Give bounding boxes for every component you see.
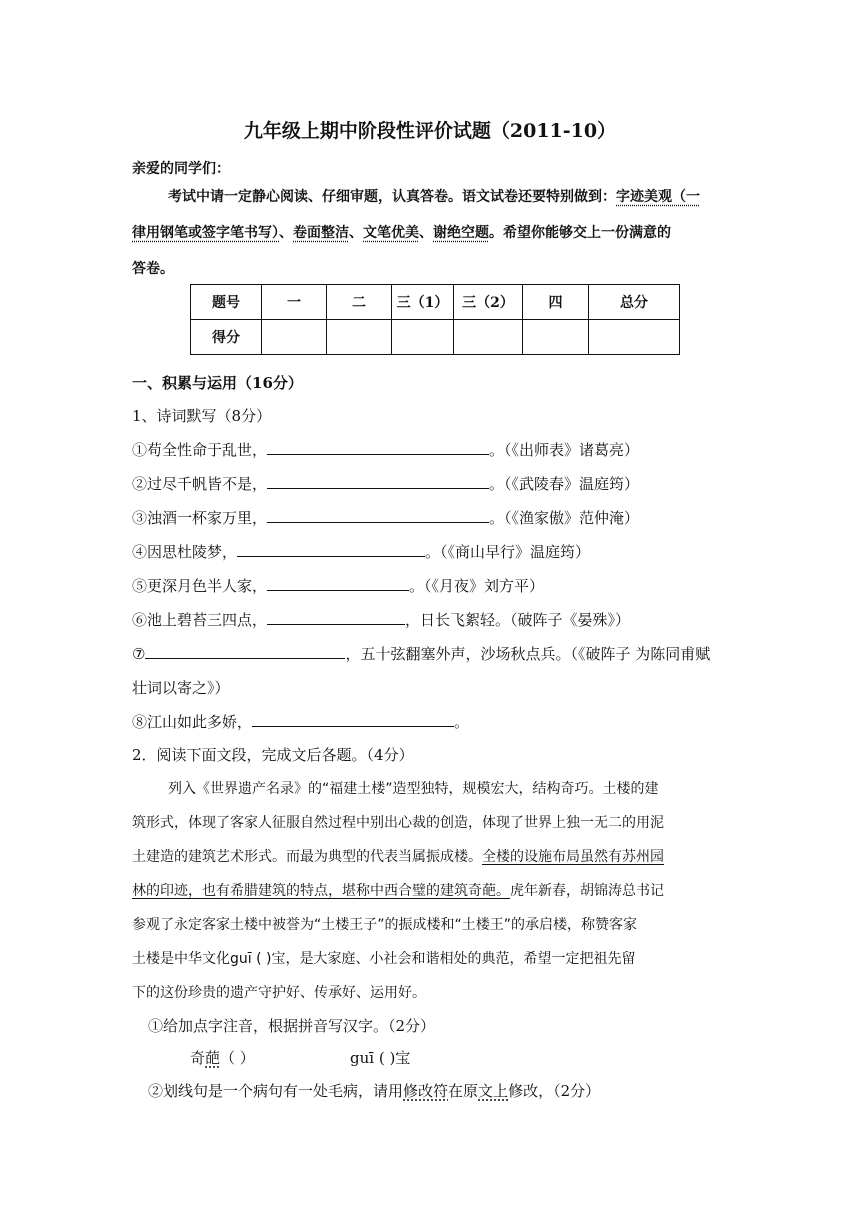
poem-prompt: ⑧江山如此多娇， — [132, 713, 253, 731]
poem-line-3 — [132, 507, 639, 528]
char: 奇 — [190, 1049, 206, 1067]
poem-line-6 — [132, 609, 630, 630]
poem-prompt: ④因思杜陵梦， — [132, 543, 238, 561]
score-table-header-row — [191, 285, 680, 320]
passage-line: 筑形式，体现了客家人征服自然过程中别出心裁的创造，体现了世界上独一无二的用泥 — [132, 815, 664, 831]
score-cell[interactable] — [454, 320, 523, 355]
poem-source: 。（《武陵春》温庭筠） — [489, 475, 640, 493]
poem-prompt: ⑦ — [132, 645, 146, 663]
poem-prompt: ⑤更深月色半人家， — [132, 577, 268, 595]
score-cell[interactable] — [327, 320, 392, 355]
answer-blank[interactable] — [267, 508, 489, 523]
page-title: 九年级上期中阶段性评价试题（2011-10） — [243, 120, 617, 142]
poem-line-7 — [132, 643, 710, 664]
poem-prompt: ②过尽千帆皆不是， — [132, 475, 268, 493]
intro-text: 、 — [279, 225, 293, 241]
text: 修改，（2分） — [508, 1082, 601, 1100]
intro-text: 、 — [349, 225, 363, 241]
answer-blank[interactable] — [237, 542, 425, 557]
answer-blank[interactable] — [145, 644, 345, 659]
intro-line-3: 答卷。 — [132, 261, 174, 277]
answer-paren[interactable]: （ ） — [220, 1049, 255, 1067]
answer-blank[interactable] — [267, 610, 405, 625]
pinyin-item-a — [190, 1047, 255, 1068]
text: 在原 — [448, 1082, 479, 1100]
dotted-text: 文上 — [478, 1082, 509, 1100]
intro-emphasis: 文笔优美 — [363, 225, 419, 241]
poem-line-1 — [132, 439, 639, 460]
answer-blank[interactable] — [252, 712, 454, 727]
poem-line-5 — [132, 575, 544, 596]
score-header-cell: 题号 — [191, 285, 262, 320]
poem-line-2 — [132, 473, 639, 494]
score-cell[interactable] — [262, 320, 327, 355]
section-1-heading: 一、积累与运用（16分） — [132, 374, 303, 392]
answer-blank[interactable] — [267, 440, 489, 455]
pinyin-item-b: guī ( )宝 — [350, 1049, 411, 1067]
greeting: 亲爱的同学们： — [132, 161, 230, 177]
poem-prompt: ⑥池上碧苔三四点， — [132, 611, 268, 629]
underlined-sentence: 全楼的设施布局虽然有苏州园 — [482, 849, 664, 865]
score-header-cell: 三（2） — [454, 285, 523, 320]
score-header-cell: 二 — [327, 285, 392, 320]
passage-line: 土楼是中华文化guī ( )宝，是大家庭、小社会和谐相处的典范，希望一定把祖先留 — [132, 951, 636, 967]
answer-blank[interactable] — [267, 474, 489, 489]
intro-emphasis: 律用钢笔或签字笔书写） — [132, 225, 279, 241]
dotted-char: 葩 — [205, 1049, 221, 1067]
poem-source: 。 — [454, 713, 470, 731]
poem-prompt: ①苟全性命于乱世， — [132, 441, 268, 459]
passage-text: 虎年新春，胡锦涛总书记 — [510, 883, 664, 899]
poem-source: ，五十弦翻塞外声，沙场秋点兵。（《破阵子 为陈同甫赋 — [345, 645, 711, 663]
intro-line-1 — [168, 186, 700, 206]
poem-line-8 — [132, 711, 469, 732]
intro-line-2 — [132, 222, 671, 242]
intro-text: 。希望你能够交上一份满意的 — [489, 225, 671, 241]
score-header-cell: 总分 — [589, 285, 680, 320]
sub-question-2 — [148, 1080, 600, 1101]
intro-emphasis: 字迹美观（一 — [616, 189, 700, 205]
intro-emphasis: 卷面整洁 — [293, 225, 349, 241]
passage-line — [132, 880, 664, 900]
question-1-heading: 1、诗词默写（8分） — [132, 407, 272, 425]
poem-source: ，日长飞絮轻。（破阵子《晏殊》） — [405, 611, 631, 629]
score-table-score-row — [191, 320, 680, 355]
score-row-label: 得分 — [191, 320, 262, 355]
passage-line: 参观了永定客家土楼中被誉为“土楼王子”的振成楼和“土楼王”的承启楼，称赞客家 — [132, 917, 638, 933]
score-header-cell: 四 — [523, 285, 589, 320]
poem-source: 。（《渔家傲》范仲淹） — [489, 509, 640, 527]
passage-line — [132, 846, 664, 866]
poem-source: 。（《出师表》诸葛亮） — [489, 441, 640, 459]
passage-text: 土建造的建筑艺术形式。而最为典型的代表当属振成楼。 — [132, 849, 482, 865]
poem-source: 。（《商山早行》温庭筠） — [425, 543, 591, 561]
score-cell[interactable] — [392, 320, 454, 355]
question-2-heading: 2．阅读下面文段，完成文后各题。（4分） — [132, 746, 414, 764]
passage-line: 下的这份珍贵的遗产守护好、传承好、运用好。 — [132, 985, 426, 1001]
passage-line: 列入《世界遗产名录》的“福建土楼”造型独特，规模宏大，结构奇巧。土楼的建 — [168, 781, 659, 797]
score-header-cell: 一 — [262, 285, 327, 320]
dotted-text: 修改符 — [403, 1082, 449, 1100]
intro-text: 、 — [419, 225, 433, 241]
underlined-sentence: 林的印迹，也有希腊建筑的特点，堪称中西合璧的建筑奇葩。 — [132, 883, 510, 899]
intro-text: 考试中请一定静心阅读、仔细审题，认真答卷。语文试卷还要特别做到： — [168, 189, 616, 205]
sub-question-1: ①给加点字注音，根据拼音写汉字。（2分） — [148, 1017, 436, 1035]
intro-emphasis: 谢绝空题 — [433, 225, 489, 241]
score-cell[interactable] — [523, 320, 589, 355]
poem-line-4 — [132, 541, 590, 562]
poem-source: 。（《月夜》刘方平） — [409, 577, 545, 595]
score-table — [190, 284, 680, 355]
score-header-cell: 三（1） — [392, 285, 454, 320]
text: ②划线句是一个病句有一处毛病，请用 — [148, 1082, 404, 1100]
answer-blank[interactable] — [267, 576, 409, 591]
poem-line-7-continued: 壮词以寄之》） — [132, 679, 230, 697]
poem-prompt: ③浊酒一杯家万里， — [132, 509, 268, 527]
score-cell[interactable] — [589, 320, 680, 355]
